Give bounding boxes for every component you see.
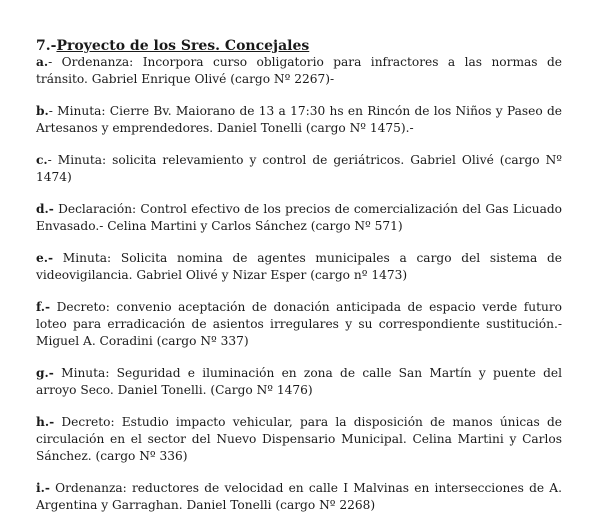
agenda-item-d <box>36 201 562 235</box>
agenda-item-f <box>36 299 562 350</box>
item-letter: a. <box>36 55 49 69</box>
section-title: Proyecto de los Sres. Concejales <box>56 38 310 54</box>
item-letter: f.- <box>36 300 51 314</box>
item-text: Minuta: Solicita nomina de agentes municipales a cargo del sistema de videovigilancia. Gabriel Olivé y Nizar Esper (cargo nº 1473) <box>36 251 562 282</box>
item-letter: e.- <box>36 251 54 265</box>
item-text: - Ordenanza: Incorpora curso obligatorio para infractores a las normas de tránsito. Gabriel Enrique Olivé (cargo Nº 2267)- <box>36 55 562 86</box>
item-letter: d.- <box>36 202 54 216</box>
document-page <box>36 38 562 529</box>
item-letter: i.- <box>36 481 50 495</box>
item-letter: g.- <box>36 366 54 380</box>
item-text: Decreto: Estudio impacto vehicular, para la disposición de manos únicas de circulación en el sector del Nuevo Dispensario Municipal. Celina Martini y Carlos Sánchez. (cargo Nº 336) <box>36 415 562 463</box>
item-text: - Minuta: Cierre Bv. Maiorano de 13 a 17:30 hs en Rincón de los Niños y Paseo de Artesanos y emprendedores. Daniel Tonelli (cargo Nº 1475).- <box>36 104 562 135</box>
section-number: 7.- <box>36 38 57 54</box>
item-text: Minuta: Seguridad e iluminación en zona de calle San Martín y puente del arroyo Seco. Daniel Tonelli. (Cargo Nº 1476) <box>36 366 562 397</box>
item-text: Ordenanza: reductores de velocidad en calle I Malvinas en intersecciones de A. Argentina y Garraghan. Daniel Tonelli (cargo Nº 2268) <box>36 481 562 512</box>
agenda-item-g <box>36 365 562 399</box>
agenda-item-e <box>36 250 562 284</box>
agenda-item-c <box>36 152 562 186</box>
agenda-item-b <box>36 103 562 137</box>
item-text: - Minuta: solicita relevamiento y control de geriátricos. Gabriel Olivé (cargo Nº 1474) <box>36 153 562 184</box>
agenda-item-i <box>36 480 562 514</box>
item-letter: c. <box>36 153 48 167</box>
item-letter: h.- <box>36 415 55 429</box>
section-heading <box>36 38 562 54</box>
item-text: Declaración: Control efectivo de los precios de comercialización del Gas Licuado Envasado.- Celina Martini y Carlos Sánchez (cargo Nº 571) <box>36 202 562 233</box>
agenda-item-h <box>36 414 562 465</box>
item-letter: b. <box>36 104 49 118</box>
agenda-item-a <box>36 54 562 88</box>
item-text: Decreto: convenio aceptación de donación anticipada de espacio verde futuro loteo para erradicación de asientos irregulares y su correspondiente sustitución.- Miguel A. Coradini (cargo Nº 337) <box>36 300 562 348</box>
